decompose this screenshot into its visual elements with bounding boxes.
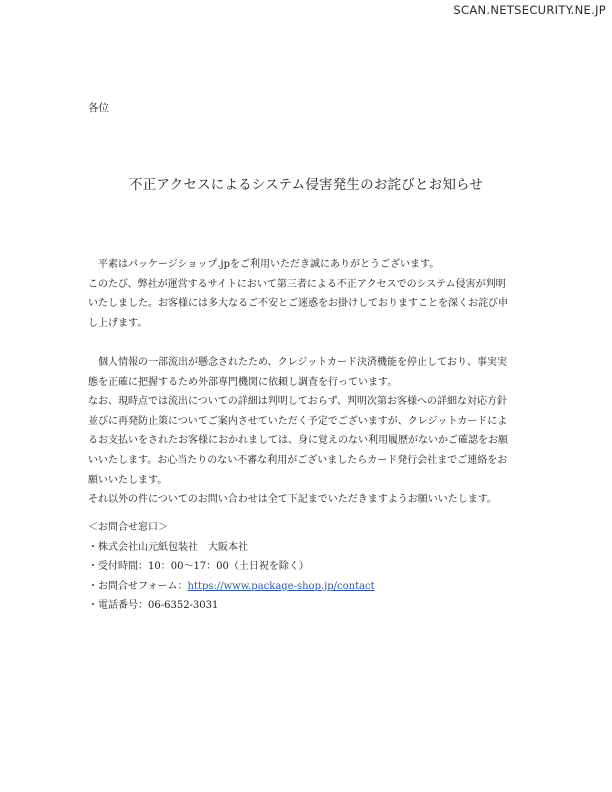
body-line: それ以外の件についてのお問い合わせは全て下記までいただきますようお願いいたします。	[88, 494, 497, 506]
contact-form-link[interactable]: https://www.package-shop.jp/contact	[187, 580, 375, 592]
addressee: 各位	[88, 102, 109, 114]
body-line: 平素はパッケージショップ.jpをご利用いただき誠にありがとうございます。	[88, 259, 440, 270]
body-line: るお支払いをされたお客様におかれましては、身に覚えのない利用履歴がないかご確認をお願	[88, 435, 508, 447]
site-watermark: SCAN.NETSECURITY.NE.JP	[453, 3, 606, 17]
body-line: いいたします。お心当たりのない不審な利用がございましたらカード発行会社までご連絡をお	[88, 454, 508, 466]
body-line: このたび、弊社が運営するサイトにおいて第三者による不正アクセスでのシステム侵害が判明	[88, 278, 506, 290]
contact-form-line	[88, 577, 375, 597]
body-line: いたしました。お客様には多大なるご不安とご迷惑をお掛けしておりますことを深くお詫び申	[88, 298, 508, 310]
body-line: し上げます。	[88, 317, 148, 329]
body-line: なお、現時点では流出についての詳細は判明しておらず、判明次第お客様への詳細な対応方針	[88, 396, 507, 408]
paragraph-gap	[88, 333, 524, 353]
body-line: 並びに再発防止策についてご案内させていただく予定でございますが、クレジットカードによ	[88, 415, 508, 427]
notice-body	[88, 255, 524, 510]
contact-form-label: ・お問合せフォーム：	[88, 580, 188, 592]
contact-company: ・株式会社山元紙包装社 大阪本社	[88, 541, 248, 553]
body-line: 個人情報の一部流出が懸念されたため、クレジットカード決済機能を停止しており、事実実	[88, 356, 508, 368]
body-line: 願いいたします。	[88, 474, 168, 486]
contact-hours: ・受付時間：10：00〜17：00（土日祝を除く）	[88, 561, 309, 573]
page-title: 不正アクセスによるシステム侵害発生のお詫びとお知らせ	[128, 177, 484, 193]
contact-phone: ・電話番号：06-6352-3031	[88, 600, 219, 612]
body-line: 態を正確に把握するため外部専門機関に依頼し調査を行っています。	[88, 376, 398, 388]
contact-heading: ＜お問合せ窓口＞	[88, 522, 168, 533]
contact-section	[88, 518, 375, 616]
